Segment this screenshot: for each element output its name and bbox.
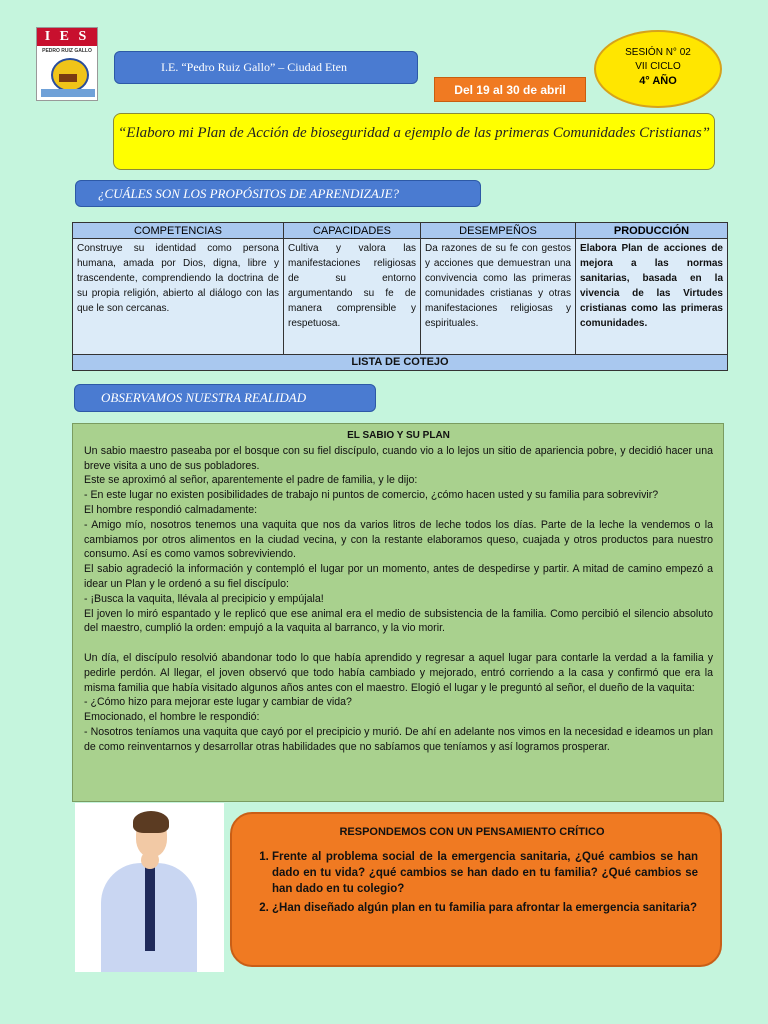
cell-produccion: Elabora Plan de acciones de mejora a las normas sanitarias, basada en la vivencia de las Virtudes cristianas como las primeras comunidades. [576,239,728,355]
story-paragraph: - En este lugar no existen posibilidades de trabajo ni puntos de comercio, ¿cómo hacen usted y su familia para sobrevivir? [84,489,659,502]
story-paragraph: El sabio agradeció la información y contempló el lugar por un momento, antes de despedirse y partir. A mitad de camino empezó a idear un Plan y le ordenó a su fiel discípulo: [84,563,713,590]
story-paragraph: El hombre respondió calmadamente: [84,503,258,516]
col-capacidades: CAPACIDADES [284,223,421,239]
cell-competencias: Construye su identidad como persona humana, amada por Dios, digna, libre y trascendente, comprendiendo la doctrina de su propia religión, abierto al diálogo con las que le son cercanas. [73,239,284,355]
thinking-student-image [75,803,224,972]
session-year: 4° AÑO [639,75,677,87]
logo-band: I E S [37,28,97,46]
cell-capacidades: Cultiva y valora las manifestaciones religiosas de su entorno argumentando su fe de manera comprensible y respetuosa. [284,239,421,355]
story-paragraph: - ¡Busca la vaquita, llévala al precipicio y empújala! [84,592,324,605]
question-list [246,849,698,916]
session-title: “Elaboro mi Plan de Acción de bioseguridad a ejemplo de las primeras Comunidades Cristianas” [113,113,715,170]
story-box [72,423,724,802]
story-paragraph: - ¿Cómo hizo para mejorar este lugar y cambiar de vida? [84,696,352,709]
story-paragraph: - Amigo mío, nosotros tenemos una vaquita que nos da varios litros de leche todos los días. Parte de la leche la vendemos o la cambiamos por otros alimentos en la ciudad vecina, y con la restante elaboramos queso, cuajada y otros productos para nuestro consumo. Así es como vamos sobreviviendo. [84,518,713,561]
hair-shape [133,811,169,833]
story-paragraph: Un día, el discípulo resolvió abandonar todo lo que había aprendido y regresar a aquel lugar para contarle la verdad a la familia y pedirle perdón. Al llegar, el joven observó que todo había cambiado y mejorado, entró corriendo a la casa y confirmó que era la misma familia que había visitado algunos años antes con el maestro. Elogió el lugar y le preguntó al señor, el dueño de la vaquita: [84,651,713,694]
table-row [73,239,728,355]
paragraph-gap [84,636,713,651]
competencies-table [72,222,728,371]
school-name-banner: I.E. “Pedro Ruiz Gallo” – Ciudad Eten [114,51,418,84]
logo-base [41,89,95,97]
story-paragraph: Un sabio maestro paseaba por el bosque con su fiel discípulo, cuando vio a lo lejos un sitio de apariencia pobre, y decidió hacer una breve visita a uno de sus pobladores. [84,444,713,472]
cell-desempenos: Da razones de su fe con gestos y acciones que demuestran una convivencia como las primeras comunidades cristianas y otras manifestaciones religiosas y espirituales. [421,239,576,355]
tie-shape [145,867,155,951]
table-header-row [73,223,728,239]
story-title: EL SABIO Y SU PLAN [347,430,450,441]
logo-text: PEDRO RUIZ GALLO [42,48,92,54]
critical-thinking-box [230,812,722,967]
hand-shape [141,851,159,869]
session-number: SESIÓN N° 02 [625,47,691,58]
question-item: 1. Frente al problema social de la emergencia sanitaria, ¿Qué cambios se han dado en tu vida? ¿qué cambios se han dado en tu familia? ¿Qué cambios se han dado en tu colegio? [272,849,698,897]
section-label-observamos: OBSERVAMOS NUESTRA REALIDAD [74,384,376,412]
col-competencias: COMPETENCIAS [73,223,284,239]
school-logo [36,27,98,101]
story-paragraph: Emocionado, el hombre le respondió: [84,711,260,724]
date-range-badge: Del 19 al 30 de abril [434,77,586,102]
book-icon [59,74,77,82]
lista-cotejo: LISTA DE COTEJO [73,355,728,371]
table-footer-row [73,355,728,371]
session-cycle: VII CICLO [635,61,681,72]
col-produccion: PRODUCCIÓN [576,223,728,239]
col-desempenos: DESEMPEÑOS [421,223,576,239]
story-paragraph: - Nosotros teníamos una vaquita que cayó por el precipicio y murió. De ahí en adelante nos vimos en la necesidad e ideamos un plan de como reinventarnos y desarrollar otras habilidades que no sabíamos que teníamos y así logramos prosperar. [84,725,713,753]
story-paragraph: Este se aproximó al señor, aparentemente el padre de familia, y le dijo: [84,474,418,487]
section-label-propositos: ¿CUÁLES SON LOS PROPÓSITOS DE APRENDIZAJE? [75,180,481,207]
story-paragraph: El joven lo miró espantado y le replicó que ese animal era el medio de subsistencia de la familia. Como percibió el silencio absoluto del maestro, cumplió la orden: empujó a la vaquita al barranco, y la vio morir. [84,607,713,635]
critical-heading: RESPONDEMOS CON UN PENSAMIENTO CRÍTICO [339,826,605,838]
question-item: 2. ¿Han diseñado algún plan en tu familia para afrontar la emergencia sanitaria? [272,900,698,916]
session-badge [594,30,722,108]
